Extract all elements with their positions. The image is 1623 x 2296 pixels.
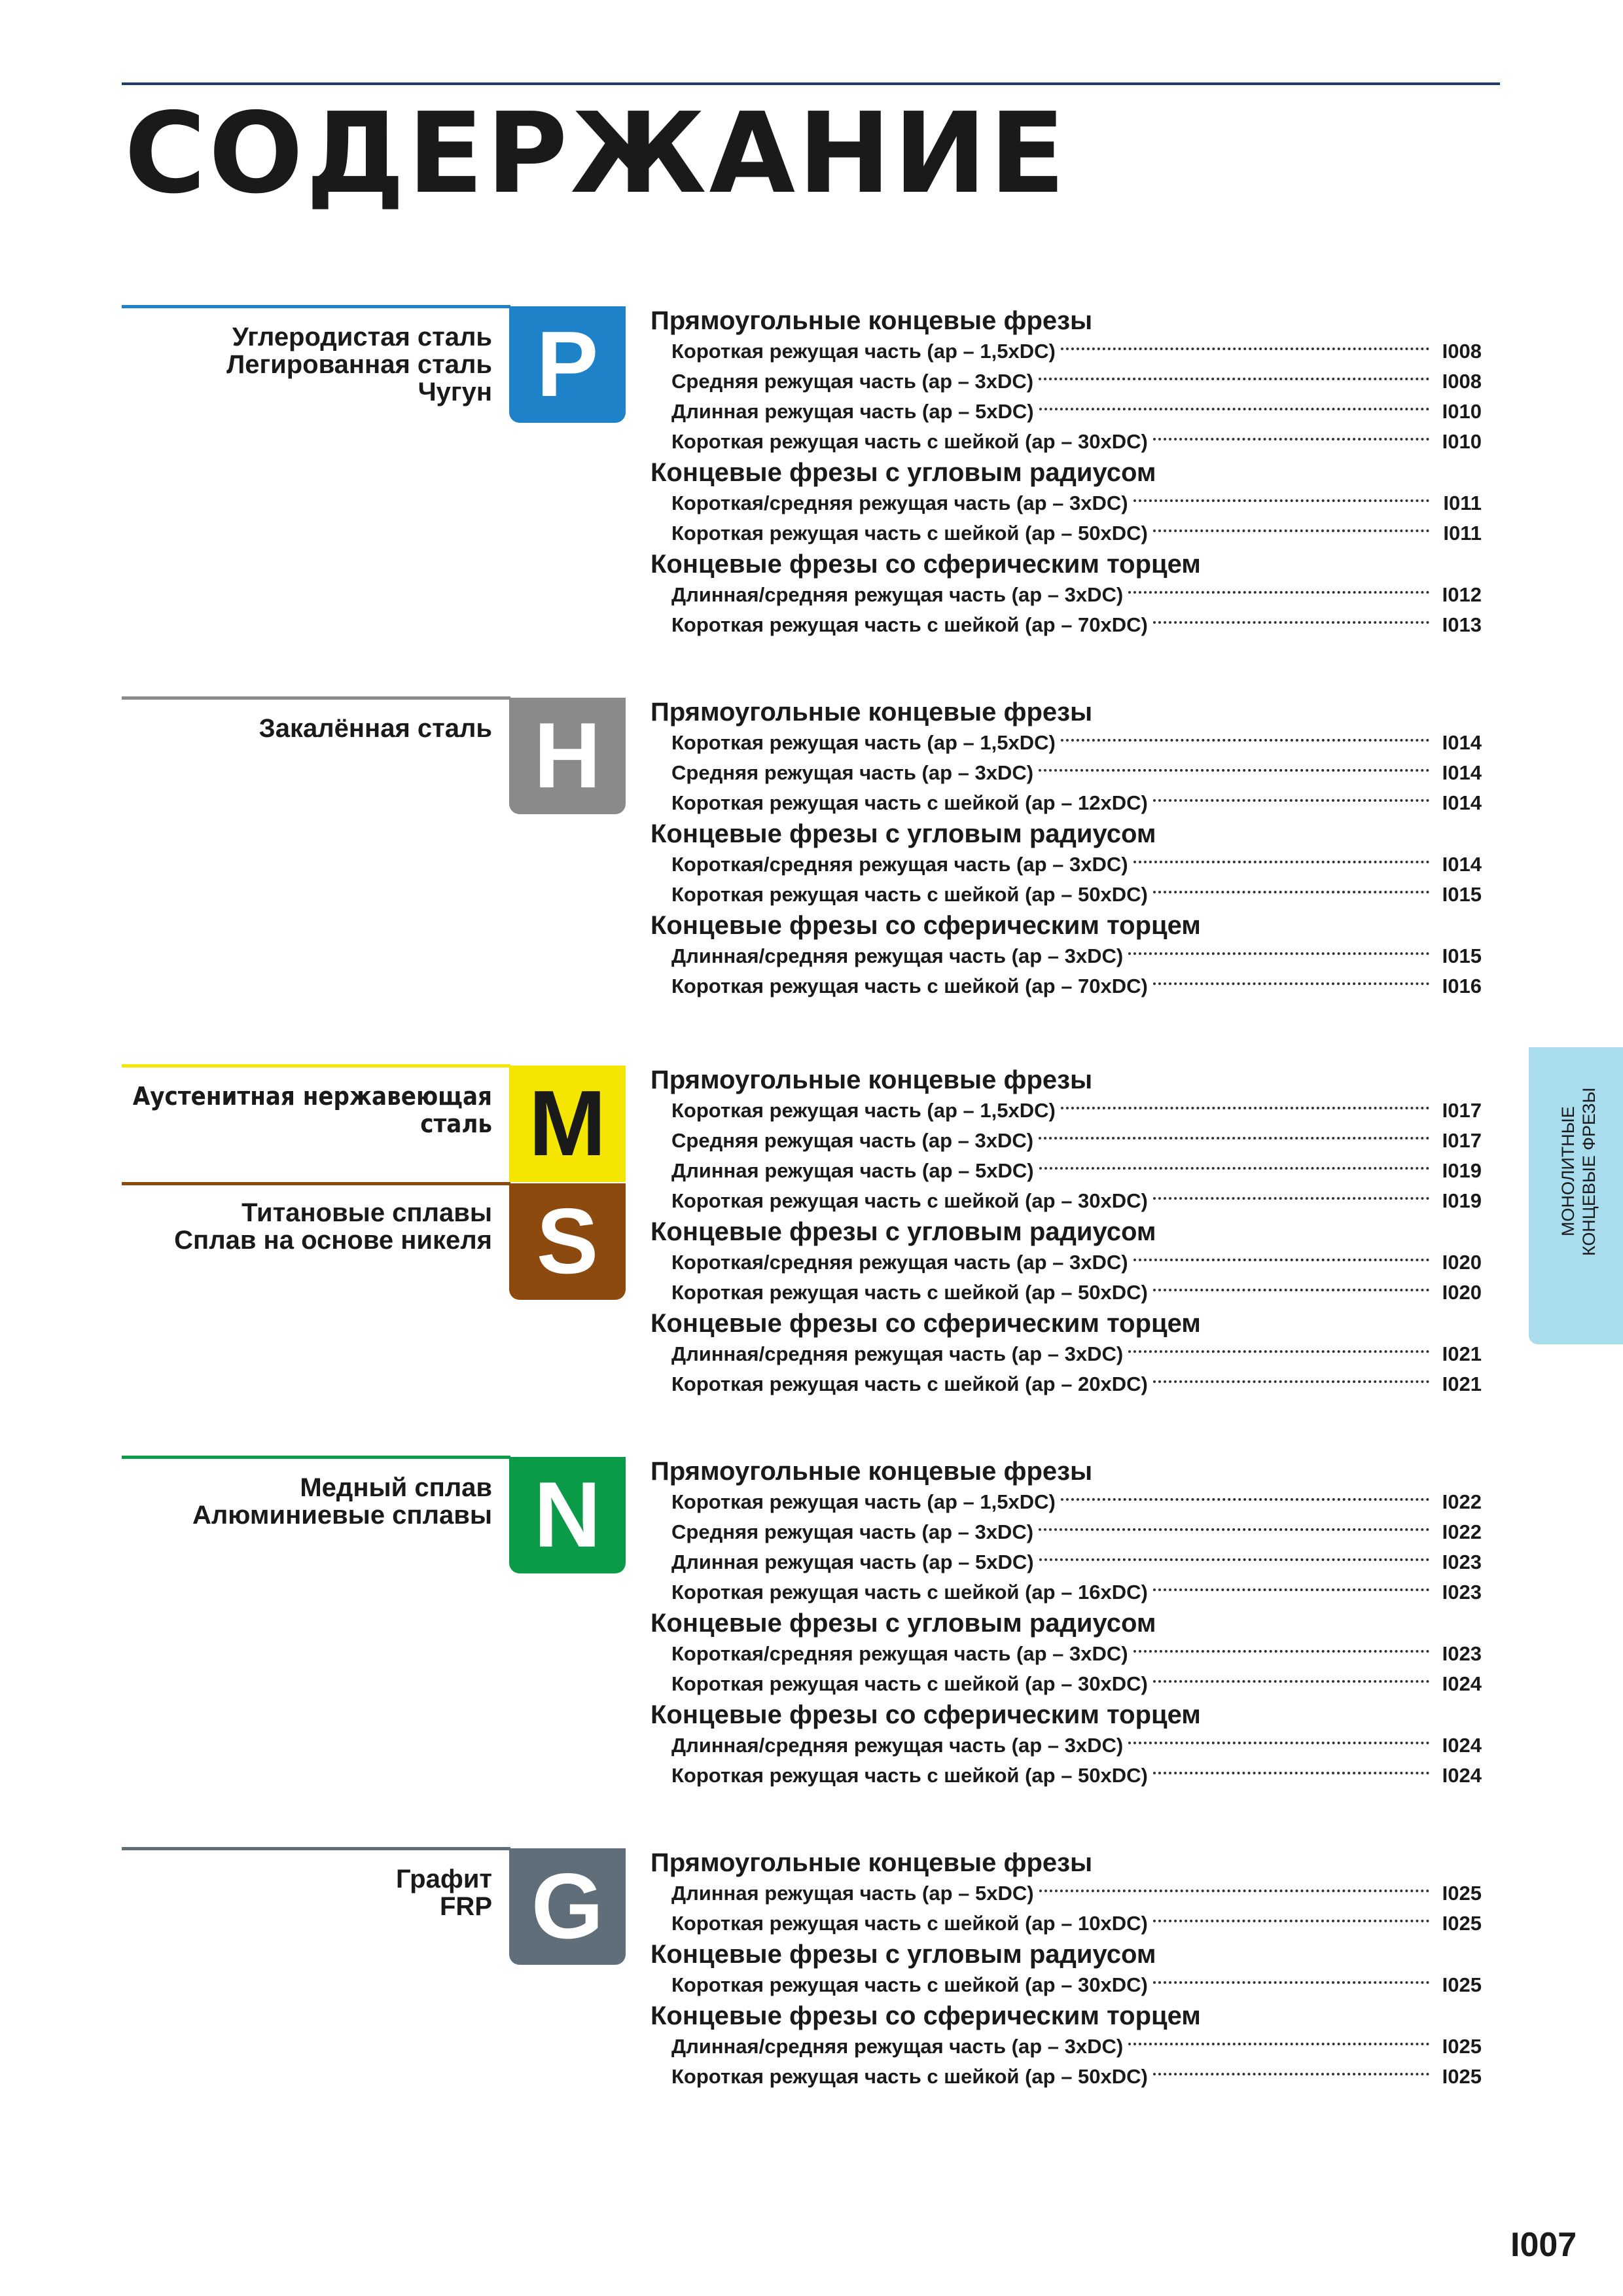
toc-entry[interactable] xyxy=(651,1669,1482,1699)
entry-page-number: I021 xyxy=(1442,1342,1482,1365)
entry-page-number: I014 xyxy=(1442,853,1482,876)
toc-entry[interactable] xyxy=(651,1126,1482,1156)
group-title: Концевые фрезы со сферическим торцем xyxy=(651,1700,1201,1729)
entry-label: Средняя режущая часть (ap – 3xDC) xyxy=(671,1129,1034,1152)
entry-label: Короткая режущая часть с шейкой (ap – 50xDC) xyxy=(671,522,1148,545)
dot-leader xyxy=(1153,891,1429,893)
group-title: Концевые фрезы со сферическим торцем xyxy=(651,911,1201,940)
entry-label: Короткая режущая часть с шейкой (ap – 12xDC) xyxy=(671,791,1148,814)
group-title: Концевые фрезы с угловым радиусом xyxy=(651,458,1156,487)
entry-page-number: I025 xyxy=(1442,2035,1482,2058)
group-title: Прямоугольные концевые фрезы xyxy=(651,1457,1093,1486)
toc-entry[interactable] xyxy=(651,1731,1482,1761)
entry-label: Короткая/средняя режущая часть (ap – 3xDC) xyxy=(671,492,1128,514)
toc-entry[interactable] xyxy=(651,488,1482,518)
toc-entry[interactable] xyxy=(651,518,1482,548)
entry-page-number: I012 xyxy=(1442,583,1482,606)
dot-leader xyxy=(1133,1650,1429,1653)
group-title: Концевые фрезы со сферическим торцем xyxy=(651,2001,1201,2030)
toc-entries xyxy=(651,696,1482,1001)
toc-entry[interactable] xyxy=(651,1487,1482,1517)
entry-label: Короткая режущая часть с шейкой (ap – 50xDC) xyxy=(671,2065,1148,2088)
entry-page-number: I025 xyxy=(1442,1882,1482,1905)
iso-badge-m: M xyxy=(509,1066,626,1182)
group-title: Прямоугольные концевые фрезы xyxy=(651,1848,1093,1877)
dot-leader xyxy=(1153,1680,1429,1683)
section-rule xyxy=(122,1064,510,1067)
iso-badge-h: H xyxy=(509,698,626,814)
material-name: Углеродистая сталь xyxy=(232,323,492,351)
dot-leader xyxy=(1039,769,1429,772)
toc-entries xyxy=(651,305,1482,640)
material-list xyxy=(122,323,492,406)
entry-page-number: I024 xyxy=(1442,1764,1482,1787)
iso-badge-n: N xyxy=(509,1457,626,1573)
entry-page-number: I024 xyxy=(1442,1734,1482,1757)
section-rule xyxy=(122,1456,510,1459)
group-title: Прямоугольные концевые фрезы xyxy=(651,306,1093,335)
material-name: FRP xyxy=(440,1892,492,1921)
group-title: Концевые фрезы с угловым радиусом xyxy=(651,1940,1156,1969)
entry-page-number: I023 xyxy=(1442,1551,1482,1573)
dot-leader xyxy=(1039,378,1429,380)
material-name: Закалённая сталь xyxy=(259,714,492,743)
material-name: Титановые сплавы xyxy=(241,1198,492,1227)
entry-page-number: I014 xyxy=(1442,791,1482,814)
dot-leader xyxy=(1061,1107,1429,1109)
toc-entry[interactable] xyxy=(651,336,1482,367)
toc-entry[interactable] xyxy=(651,1186,1482,1216)
entry-page-number: I024 xyxy=(1442,1672,1482,1695)
group-title: Прямоугольные концевые фрезы xyxy=(651,698,1093,726)
material-name: Графит xyxy=(395,1865,492,1893)
toc-entry[interactable] xyxy=(651,1369,1482,1399)
toc-group xyxy=(651,696,1482,818)
toc-group xyxy=(651,910,1482,1001)
toc-group xyxy=(651,1308,1482,1399)
entry-page-number: I013 xyxy=(1442,613,1482,636)
entry-label: Средняя режущая часть (ap – 3xDC) xyxy=(671,761,1034,784)
entry-page-number: I019 xyxy=(1442,1159,1482,1182)
toc-entry[interactable] xyxy=(651,1878,1482,1909)
dot-leader xyxy=(1128,1350,1429,1353)
entry-page-number: I014 xyxy=(1442,761,1482,784)
entry-page-number: I025 xyxy=(1442,2065,1482,2088)
toc-group xyxy=(651,1699,1482,1791)
entry-page-number: I011 xyxy=(1443,522,1482,545)
dot-leader xyxy=(1039,1167,1429,1170)
toc-entry[interactable] xyxy=(651,728,1482,758)
entry-page-number: I020 xyxy=(1442,1251,1482,1274)
entry-label: Короткая режущая часть с шейкой (ap – 50xDC) xyxy=(671,1281,1148,1304)
toc-entry[interactable] xyxy=(651,427,1482,457)
toc-entry[interactable] xyxy=(651,971,1482,1001)
dot-leader xyxy=(1153,799,1429,802)
entry-page-number: I008 xyxy=(1442,340,1482,363)
dot-leader xyxy=(1039,408,1429,410)
entry-label: Короткая/средняя режущая часть (ap – 3xDC) xyxy=(671,1251,1128,1274)
entry-page-number: I019 xyxy=(1442,1189,1482,1212)
page-number: I007 xyxy=(1510,2226,1577,2264)
dot-leader xyxy=(1153,1920,1429,1922)
toc-group xyxy=(651,305,1482,457)
toc-entry[interactable] xyxy=(651,1639,1482,1669)
entry-label: Короткая режущая часть с шейкой (ap – 70xDC) xyxy=(671,975,1148,997)
toc-entry[interactable] xyxy=(651,1156,1482,1186)
dot-leader xyxy=(1061,739,1429,742)
dot-leader xyxy=(1061,348,1429,350)
entry-label: Длинная/средняя режущая часть (ap – 3xDC) xyxy=(671,583,1124,606)
entry-page-number: I017 xyxy=(1442,1129,1482,1152)
dot-leader xyxy=(1153,621,1429,624)
toc-entries xyxy=(651,1456,1482,1791)
toc-group xyxy=(651,457,1482,548)
side-tab-line2: КОНЦЕВЫЕ ФРЕЗЫ xyxy=(1579,1087,1599,1256)
toc-group xyxy=(651,1939,1482,2000)
toc-group xyxy=(651,1847,1482,1939)
dot-leader xyxy=(1153,1380,1429,1383)
toc-entry[interactable] xyxy=(651,788,1482,818)
section-rule xyxy=(122,696,510,700)
entry-page-number: I023 xyxy=(1442,1642,1482,1665)
dot-leader xyxy=(1153,529,1429,532)
toc-entry[interactable] xyxy=(651,880,1482,910)
toc-entry[interactable] xyxy=(651,2032,1482,2062)
entry-label: Короткая режущая часть с шейкой (ap – 70xDC) xyxy=(671,613,1148,636)
section-rule xyxy=(122,1182,510,1185)
entry-label: Короткая режущая часть с шейкой (ap – 10xDC) xyxy=(671,1912,1148,1935)
entry-page-number: I008 xyxy=(1442,370,1482,393)
group-title: Концевые фрезы со сферическим торцем xyxy=(651,550,1201,579)
entry-label: Короткая режущая часть (ap – 1,5xDC) xyxy=(671,1490,1056,1513)
toc-group xyxy=(651,1064,1482,1216)
entry-label: Короткая режущая часть с шейкой (ap – 30xDC) xyxy=(671,430,1148,453)
entry-page-number: I014 xyxy=(1442,731,1482,754)
page-title: СОДЕРЖАНИЕ xyxy=(124,89,1068,219)
dot-leader xyxy=(1133,1259,1429,1261)
entry-label: Короткая/средняя режущая часть (ap – 3xDC) xyxy=(671,853,1128,876)
entry-page-number: I025 xyxy=(1442,1912,1482,1935)
side-tab-line1: МОНОЛИТНЫЕ xyxy=(1558,1106,1578,1237)
entry-label: Короткая режущая часть (ap – 1,5xDC) xyxy=(671,340,1056,363)
dot-leader xyxy=(1128,2043,1429,2045)
toc-group xyxy=(651,818,1482,910)
toc-group xyxy=(651,548,1482,640)
entry-page-number: I023 xyxy=(1442,1581,1482,1604)
top-rule xyxy=(122,82,1500,85)
group-title: Концевые фрезы с угловым радиусом xyxy=(651,1217,1156,1246)
side-tab-label xyxy=(1558,1073,1623,1270)
toc-entry[interactable] xyxy=(651,941,1482,971)
toc-entry[interactable] xyxy=(651,758,1482,788)
entry-page-number: I022 xyxy=(1442,1490,1482,1513)
dot-leader xyxy=(1153,1289,1429,1291)
entry-label: Короткая режущая часть с шейкой (ap – 20xDC) xyxy=(671,1372,1148,1395)
group-title: Концевые фрезы со сферическим торцем xyxy=(651,1309,1201,1338)
section-rule xyxy=(122,305,510,308)
toc-entry[interactable] xyxy=(651,1909,1482,1939)
toc-entry[interactable] xyxy=(651,610,1482,640)
entry-label: Длинная режущая часть (ap – 5xDC) xyxy=(671,1882,1034,1905)
material-list xyxy=(122,715,492,742)
toc-entry[interactable] xyxy=(651,367,1482,397)
dot-leader xyxy=(1153,1772,1429,1774)
toc-group xyxy=(651,2000,1482,2092)
iso-badge-g: G xyxy=(509,1848,626,1965)
toc-entry[interactable] xyxy=(651,580,1482,610)
dot-leader xyxy=(1039,1890,1429,1892)
dot-leader xyxy=(1153,2073,1429,2075)
entry-label: Длинная режущая часть (ap – 5xDC) xyxy=(671,1159,1034,1182)
toc-entries xyxy=(651,1847,1482,2092)
entry-page-number: I010 xyxy=(1442,430,1482,453)
material-name: Аустенитная нержавеющая сталь xyxy=(132,1082,492,1138)
toc-entry[interactable] xyxy=(651,1247,1482,1278)
toc-entry[interactable] xyxy=(651,1517,1482,1547)
entry-label: Короткая режущая часть с шейкой (ap – 50xDC) xyxy=(671,883,1148,906)
toc-entry[interactable] xyxy=(651,2062,1482,2092)
dot-leader xyxy=(1153,1197,1429,1200)
entry-label: Короткая/средняя режущая часть (ap – 3xDC) xyxy=(671,1642,1128,1665)
entry-label: Средняя режущая часть (ap – 3xDC) xyxy=(671,1520,1034,1543)
dot-leader xyxy=(1153,1588,1429,1591)
material-list xyxy=(122,1083,492,1138)
entry-page-number: I020 xyxy=(1442,1281,1482,1304)
entry-page-number: I022 xyxy=(1442,1520,1482,1543)
entry-page-number: I015 xyxy=(1442,944,1482,967)
entry-label: Длинная/средняя режущая часть (ap – 3xDC) xyxy=(671,1734,1124,1757)
entry-label: Короткая режущая часть с шейкой (ap – 30xDC) xyxy=(671,1189,1148,1212)
iso-badge-p: P xyxy=(509,306,626,423)
material-list xyxy=(122,1865,492,1920)
material-list xyxy=(122,1474,492,1529)
entry-label: Длинная/средняя режущая часть (ap – 3xDC) xyxy=(671,2035,1124,2058)
material-list xyxy=(122,1199,492,1254)
material-name: Сплав на основе никеля xyxy=(174,1226,492,1255)
entry-label: Короткая режущая часть (ap – 1,5xDC) xyxy=(671,1099,1056,1122)
entry-label: Длинная режущая часть (ap – 5xDC) xyxy=(671,400,1034,423)
entry-label: Короткая режущая часть (ap – 1,5xDC) xyxy=(671,731,1056,754)
entry-label: Средняя режущая часть (ap – 3xDC) xyxy=(671,370,1034,393)
entry-label: Длинная/средняя режущая часть (ap – 3xDC) xyxy=(671,944,1124,967)
entry-page-number: I016 xyxy=(1442,975,1482,997)
toc-entry[interactable] xyxy=(651,1339,1482,1369)
dot-leader xyxy=(1039,1137,1429,1139)
dot-leader xyxy=(1133,499,1429,502)
entry-label: Короткая режущая часть с шейкой (ap – 50xDC) xyxy=(671,1764,1148,1787)
entry-label: Длинная режущая часть (ap – 5xDC) xyxy=(671,1551,1034,1573)
material-name: Чугун xyxy=(418,378,492,406)
toc-entry[interactable] xyxy=(651,1577,1482,1607)
entry-label: Короткая режущая часть с шейкой (ap – 30xDC) xyxy=(671,1672,1148,1695)
dot-leader xyxy=(1061,1498,1429,1501)
dot-leader xyxy=(1133,861,1429,863)
entry-label: Короткая режущая часть с шейкой (ap – 30xDC) xyxy=(671,1973,1148,1996)
toc-entry[interactable] xyxy=(651,397,1482,427)
entry-page-number: I015 xyxy=(1442,883,1482,906)
toc-entry[interactable] xyxy=(651,1278,1482,1308)
entry-label: Длинная/средняя режущая часть (ap – 3xDC) xyxy=(671,1342,1124,1365)
material-name: Медный сплав xyxy=(300,1473,492,1502)
group-title: Концевые фрезы с угловым радиусом xyxy=(651,1609,1156,1638)
dot-leader xyxy=(1153,1981,1429,1984)
group-title: Концевые фрезы с угловым радиусом xyxy=(651,819,1156,848)
dot-leader xyxy=(1153,438,1429,440)
section-rule xyxy=(122,1847,510,1850)
entry-page-number: I025 xyxy=(1442,1973,1482,1996)
material-name: Алюминиевые сплавы xyxy=(192,1501,492,1530)
material-name: Легированная сталь xyxy=(226,350,492,379)
toc-entry[interactable] xyxy=(651,850,1482,880)
dot-leader xyxy=(1153,982,1429,985)
toc-entries xyxy=(651,1064,1482,1399)
iso-badge-s: S xyxy=(509,1183,626,1300)
dot-leader xyxy=(1039,1528,1429,1531)
dot-leader xyxy=(1128,591,1429,594)
entry-page-number: I017 xyxy=(1442,1099,1482,1122)
entry-page-number: I021 xyxy=(1442,1372,1482,1395)
dot-leader xyxy=(1128,1742,1429,1744)
dot-leader xyxy=(1039,1558,1429,1561)
toc-group xyxy=(651,1456,1482,1607)
toc-entry[interactable] xyxy=(651,1547,1482,1577)
toc-group xyxy=(651,1216,1482,1308)
dot-leader xyxy=(1128,952,1429,955)
group-title: Прямоугольные концевые фрезы xyxy=(651,1066,1093,1094)
entry-page-number: I010 xyxy=(1442,400,1482,423)
entry-page-number: I011 xyxy=(1443,492,1482,514)
toc-entry[interactable] xyxy=(651,1970,1482,2000)
toc-entry[interactable] xyxy=(651,1761,1482,1791)
toc-entry[interactable] xyxy=(651,1096,1482,1126)
toc-group xyxy=(651,1607,1482,1699)
entry-label: Короткая режущая часть с шейкой (ap – 16xDC) xyxy=(671,1581,1148,1604)
